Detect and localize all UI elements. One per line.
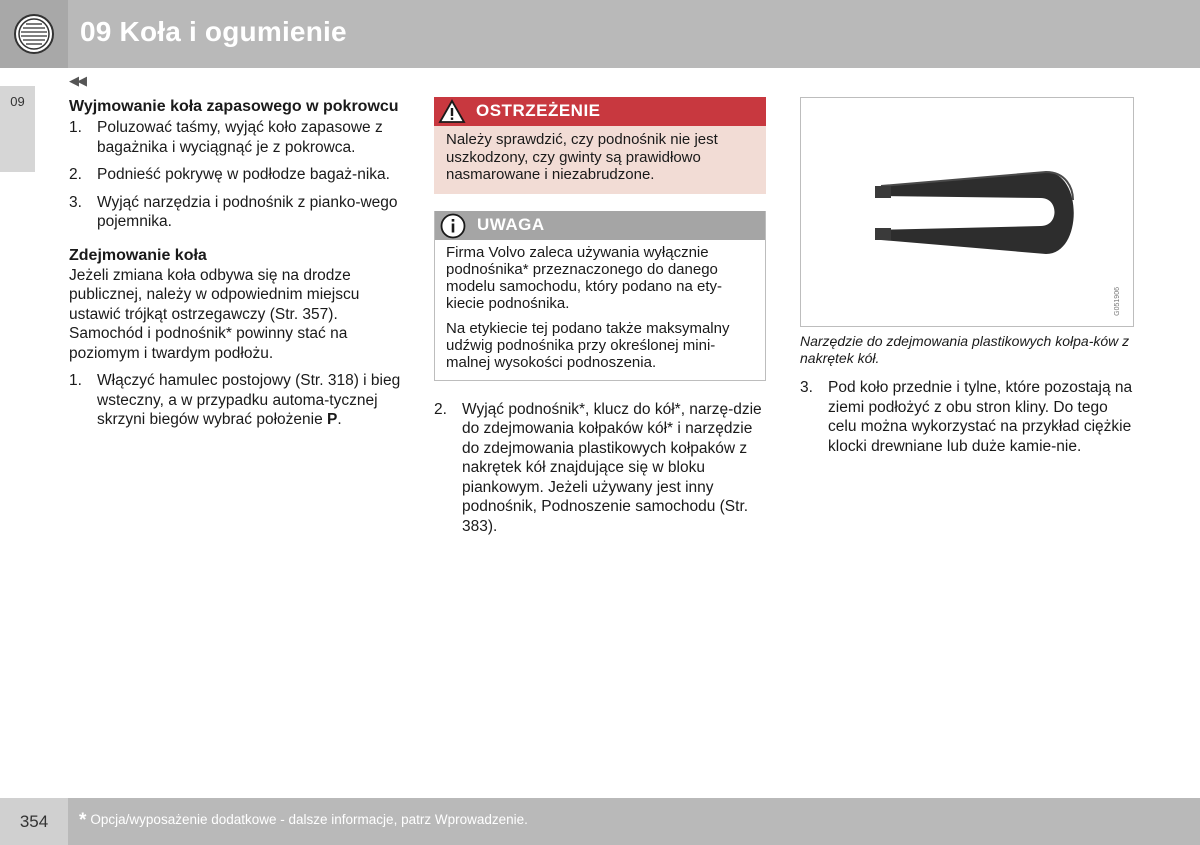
step-text [97, 371, 404, 430]
page-footer [0, 798, 1200, 845]
step-text: Podnieść pokrywę w podłodze bagaż-nika. [97, 166, 390, 183]
tool-figure [800, 97, 1134, 327]
chocks-steps [800, 378, 1134, 456]
hubcap-removal-tool-icon [861, 158, 1081, 268]
figure-code: G051906 [1113, 287, 1121, 316]
list-item [69, 165, 404, 185]
wheel-removal-steps [69, 371, 404, 430]
step-number: 3. [800, 379, 813, 396]
footer-note [79, 810, 528, 832]
chapter-title: 09 Koła i ogumienie [80, 16, 347, 47]
note-title: UWAGA [477, 214, 545, 234]
warning-box [434, 97, 766, 194]
step-text: Wyjąć podnośnik*, klucz do kół*, narzę-dzie do zdejmowania kołpaków kół* i narzędzie do zdejmowania plastikowych kołpaków z nakrętek kół znajdujące się w bloku piankowym. Jeżeli używany jest inny podnośnik, Podnoszenie samochodu (Str. 383). [462, 400, 762, 535]
note-header [435, 211, 765, 240]
asterisk-icon: * [79, 810, 87, 831]
info-icon [439, 212, 467, 240]
list-item [69, 193, 404, 232]
list-item [434, 400, 766, 537]
step-number: 1. [69, 119, 82, 136]
wheel-removal-paragraph: Jeżeli zmiana koła odbywa się na drodze publicznej, należy w odpowiednim miejscu ustawić trójkąt ostrzegawczy (Str. 357). Samochód i podnośnik* powinny stać na poziomym i twardym podłożu. [69, 266, 360, 362]
chapter-side-tab-label: 09 [10, 94, 25, 109]
note-paragraph: Na etykiecie tej podano także maksymalny udźwig podnośnika przy określonej mini-malnej wysokości podnoszenia. [446, 319, 730, 371]
step-number: 1. [69, 372, 82, 389]
step-number: 3. [69, 193, 82, 211]
section-heading-spare-wheel: Wyjmowanie koła zapasowego w pokrowcu [69, 98, 399, 115]
warning-header [434, 97, 766, 126]
step-text: Poluzować taśmy, wyjąć koło zapasowe z bagażnika i wyciągnąć je z pokrowca. [97, 119, 383, 156]
note-paragraph: Firma Volvo zaleca używania wyłącznie podnośnika* przeznaczonego do danego modelu samochodu, który podano na ety-kiecie podnośnika. [446, 243, 722, 312]
step-text: Pod koło przednie i tylne, które pozostają na ziemi podłożyć z obu stron kliny. Do tego celu można wykorzystać na przykład ciężkie klocki drewniane lub duże kamie-nie. [828, 379, 1133, 455]
step-number: 2. [69, 166, 82, 183]
footer-note-text: Opcja/wyposażenie dodatkowe - dalsze informacje, patrz Wprowadzenie. [90, 812, 528, 827]
column-left [69, 97, 404, 438]
page-number: 354 [0, 798, 68, 845]
column-right [800, 97, 1134, 464]
continued-back-icon: ◀◀ [69, 73, 85, 88]
step-text-end: . [337, 411, 342, 428]
list-item [800, 378, 1134, 456]
note-text [435, 240, 765, 380]
warning-title: OSTRZEŻENIE [476, 101, 601, 120]
spare-wheel-steps [69, 118, 404, 232]
step-text-main: Włączyć hamulec postojowy (Str. 318) i bieg wsteczny, a w przypadku automa-tycznej skrzyni biegów wybrać położenie [97, 372, 401, 428]
step-number: 2. [434, 400, 447, 418]
chapter-icon-cell [0, 0, 68, 68]
list-item [69, 371, 404, 430]
step-text: Wyjąć narzędzia i podnośnik z pianko-wego pojemnika. [97, 193, 398, 230]
warning-triangle-icon [438, 99, 466, 124]
figure-caption: Narzędzie do zdejmowania plastikowych kołpa-ków z nakrętek kół. [800, 333, 1130, 366]
section-heading-wheel-removal: Zdejmowanie koła [69, 246, 207, 264]
tire-icon [13, 13, 55, 55]
note-box [434, 211, 766, 381]
chapter-header [0, 0, 1200, 68]
column-middle [434, 97, 766, 544]
chapter-side-tab[interactable] [0, 86, 35, 172]
gear-position-p: P [327, 411, 338, 428]
list-item [69, 118, 404, 157]
warning-text: Należy sprawdzić, czy podnośnik nie jest uszkodzony, czy gwinty są prawidłowo nasmarowane i niezabrudzone. [446, 131, 718, 183]
tools-steps [434, 400, 766, 537]
